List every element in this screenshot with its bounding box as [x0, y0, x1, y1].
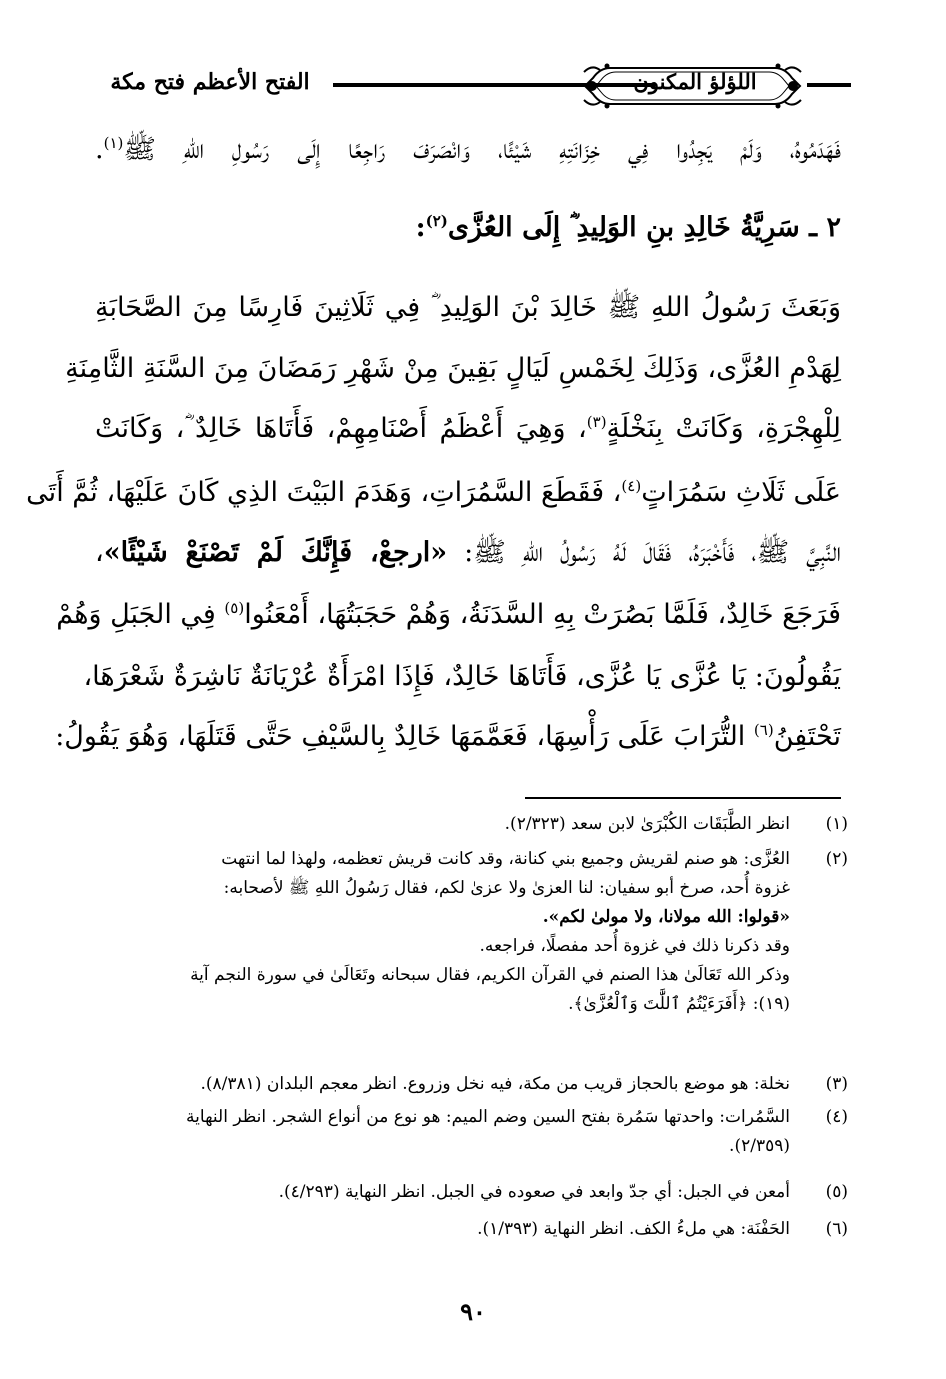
footnote-3: (٣) نخلة: هو موضع بالحجاز قريب من مكة، فيه نخل وزروع. انظر معجم البلدان (٨/٣٨١). [200, 1074, 848, 1094]
section-heading: ٢ ـ سَرِيَّةُ خَالِدِ بنِ الوَلِيدِ ؓ إِلَى العُزَّى$^{(٢)}$: [415, 212, 841, 243]
footnote-ref-1: (١) [103, 134, 124, 152]
text-line-4: لِهَدْمِ العُزَّى، وَذَلِكَ لِخَمْسِ لَيَالٍ بَقِينَ مِنْ شَهْرِ رَمَضَانَ مِنَ السَّنَةِ الثَّامِنَةِ [65, 353, 841, 384]
footnote-6: (٦) الحَفْنَة: هي ملءُ الكف. انظر النهاية (١/٣٩٣). [477, 1219, 848, 1239]
text-line-8: فَرَجَعَ خَالِدٌ، فَلَمَّا بَصُرَتْ بِهِ السَّدَنَةُ، وَهُمْ حَجَبَتُهَا، أَمْعَنُوا$^{(٥)}$ فِي الجَبَلِ وَهُمْ [56, 599, 841, 630]
chapter-title: الفتح الأعظم فتح مكة [110, 69, 310, 95]
text-line-3: وَبَعَثَ رَسُولُ اللهِ ﷺ خَالِدَ بْنَ الوَلِيدِ ؓ فِي ثَلَاثِينَ فَارِسًا مِنَ الصَّحَابَةِ [95, 292, 841, 323]
footnote-2: (٢) العُزَّى: هو صنم لقريش وجميع بني كنانة، وقد كانت قريش تعظمه، ولهذا لما انتهت غزوة أُحد، صرخ أبو سفيان: لنا العزىٰ ولا عزىٰ لكم، فقال رَسُولُ اللهِ ﷺ لأصحابه: «قولوا: الله مولانا، ولا مولىٰ لكم». وقد ذكرنا ذلك في غزوة أُحد مفصلًا، فراجعه. وذكر الله تَعَالَىٰ هذا الصنم في القرآن الكريم، فقال سبحانه وتَعَالَىٰ في سورة النجم آية (١٩): ﴿أَفَرَءَيْتُمُ ٱللَّٰتَ وَٱلْعُزَّىٰ﴾. [190, 849, 848, 1014]
footnote-5: (٥) أمعن في الجبل: أي جدّ وابعد في صعوده في الجبل. انظر النهاية (٤/٢٩٣). [278, 1182, 848, 1202]
text-line-9: يَقُولُونَ: يَا عُزَّى يَا عُزَّى، فَأَتَاهَا خَالِدٌ، فَإِذَا امْرَأَةٌ عُرْيَانَةٌ نَاشِرَةٌ شَعْرَهَا، [83, 661, 841, 692]
text-line-7: النَّبِيَّ ﷺ، فَأَخْبَرَهُ، فَقَالَ لَهُ رَسُولُ اللهِ ﷺ: «ارجعْ، فَإِنَّكَ لَمْ تَصْنَعْ شَيْئًا»، [95, 537, 841, 568]
footnote-separator [525, 797, 841, 799]
footnote-4: (٤) السَّمُرات: واحدتها سَمُرة بفتح السين وضم الميم: هو نوع من أنواع الشجر. انظر النهاية (٢/٣٥٩). [186, 1107, 848, 1156]
page-number: ٩٠ [460, 1297, 486, 1326]
hadith-quote: «ارجعْ، فَإِنَّكَ لَمْ تَصْنَعْ شَيْئًا» [103, 537, 448, 568]
text-line-5: لِلْهِجْرَةِ، وَكَانَتْ بِنَخْلَةٍ$^{(٣)}$، وَهِيَ أَعْظَمُ أَصْنَامِهِمْ، فَأَتَاهَا خَالِدٌ ؓ، وَكَانَتْ [95, 413, 841, 444]
running-header [95, 60, 851, 114]
text-line-1: فَهَدَمُوهُ، وَلَمْ يَجِدُوا فِي خِزَانَتِهِ شَيْئًا، وَانْصَرَفَ رَاجِعًا إِلَى رَسُولِ اللهِ ﷺ$^{(١)}$. [95, 134, 841, 165]
header-rule-right [807, 83, 851, 87]
text-line-6: عَلَى ثَلَاثِ سَمُرَاتٍ$^{(٤)}$، فَقَطَعَ السَّمُرَاتِ، وَهَدَمَ البَيْتَ الذِي كَانَ عَلَيْهَا، ثُمَّ أَتَى [26, 477, 841, 508]
book-title: اللؤلؤ المكنون [633, 69, 757, 94]
footnote-ref-5: (٥) [224, 599, 245, 617]
footnote-1: (١) انظر الطَّبَقَات الكُبْرَىٰ لابن سعد (٢/٣٢٣). [504, 814, 848, 834]
footnote-ref-6: (٦) [753, 721, 774, 739]
footnote-ref-4: (٤) [621, 477, 642, 495]
text-line-10: تَحْتَفِنُ$^{(٦)}$ التُّرَابَ عَلَى رَأْسِهَا، فَعَمَّمَهَا خَالِدٌ بِالسَّيْفِ حَتَّى قَتَلَهَا، وَهُوَ يَقُولُ: [55, 721, 841, 752]
footnote-ref-2: (٢) [425, 212, 448, 230]
footnote-ref-3: (٣) [586, 413, 607, 431]
